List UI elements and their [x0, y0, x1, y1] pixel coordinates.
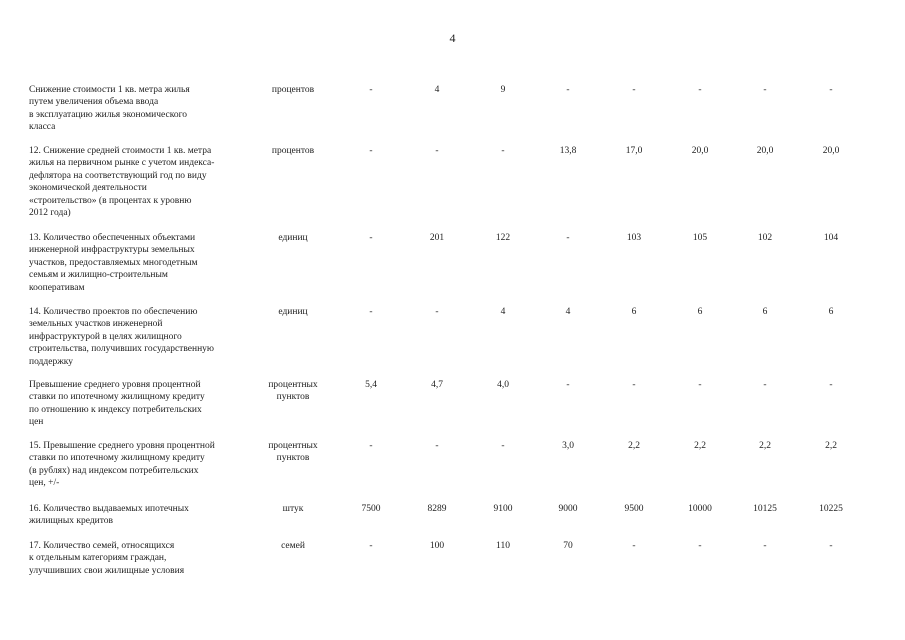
row-value: -: [501, 146, 505, 156]
row-value: 20,0: [822, 146, 840, 156]
row-value: -: [435, 441, 439, 451]
row-value: 9100: [493, 504, 513, 514]
row-description: 17. Количество семей, относящихся к отдельным категориям граждан, улучшивших свои жилищные условия: [29, 541, 185, 576]
row-value: -: [369, 307, 373, 317]
row-value: 105: [692, 233, 708, 243]
row-value: -: [566, 380, 570, 390]
row-value: 4: [500, 307, 506, 317]
row-value: 9500: [624, 504, 644, 514]
row-value: -: [698, 541, 702, 551]
row-value: 110: [496, 541, 510, 551]
row-value: 122: [495, 233, 511, 243]
row-value: 10000: [688, 504, 712, 514]
row-description: 14. Количество проектов по обеспечению земельных участков инженерной инфраструктурой в целях жилищного строительства, получивших государственную поддержку: [29, 307, 214, 367]
row-description: Снижение стоимости 1 кв. метра жилья путем увеличения объема ввода в эксплуатацию жилья экономического класса: [29, 85, 190, 133]
row-value: 7500: [361, 504, 381, 514]
row-value: -: [369, 441, 373, 451]
row-value: -: [829, 541, 833, 551]
row-unit: семей: [281, 541, 305, 551]
row-value: 6: [697, 307, 703, 317]
row-value: 2,2: [825, 441, 837, 451]
row-value: -: [369, 233, 373, 243]
row-unit: единиц: [278, 233, 308, 243]
row-value: 3,0: [562, 441, 574, 451]
row-value: -: [566, 233, 570, 243]
row-value: -: [369, 85, 373, 95]
row-value: -: [435, 146, 439, 156]
row-value: -: [632, 380, 636, 390]
row-value: 103: [626, 233, 642, 243]
row-unit: процентных пунктов: [268, 380, 318, 403]
row-description: 13. Количество обеспеченных объектами инженерной инфраструктуры земельных участков, предоставляемых многодетным семьям и жилищно-строительным кооперативам: [29, 233, 198, 293]
row-value: -: [698, 85, 702, 95]
row-value: 2,2: [628, 441, 640, 451]
row-value: 20,0: [691, 146, 709, 156]
row-value: 5,4: [365, 380, 377, 390]
row-value: -: [369, 541, 373, 551]
row-value: 9: [500, 85, 506, 95]
row-description: 16. Количество выдаваемых ипотечных жилищных кредитов: [29, 504, 189, 527]
row-unit: процентов: [271, 146, 315, 156]
row-value: 6: [762, 307, 768, 317]
row-value: -: [763, 85, 767, 95]
row-value: -: [369, 146, 373, 156]
row-value: 2,2: [759, 441, 771, 451]
row-value: 6: [631, 307, 637, 317]
row-value: 4: [565, 307, 571, 317]
row-value: 102: [757, 233, 773, 243]
row-value: 104: [823, 233, 839, 243]
row-value: -: [763, 380, 767, 390]
page-number: 4: [449, 31, 456, 45]
row-value: 4,7: [431, 380, 443, 390]
row-value: -: [632, 541, 636, 551]
row-value: 8289: [427, 504, 447, 514]
row-value: 2,2: [694, 441, 706, 451]
row-value: -: [632, 85, 636, 95]
row-value: -: [829, 380, 833, 390]
row-unit: процентных пунктов: [268, 441, 318, 464]
row-description: 12. Снижение средней стоимости 1 кв. метра жилья на первичном рынке с учетом индекса- дефлятора на соответствующий год по виду экономической деятельности «строительство» (в процентах к уровню 2012 года): [29, 146, 215, 219]
row-value: -: [566, 85, 570, 95]
row-value: 13,8: [559, 146, 577, 156]
row-value: -: [435, 307, 439, 317]
row-value: 70: [563, 541, 573, 551]
row-value: -: [763, 541, 767, 551]
row-value: 17,0: [625, 146, 643, 156]
row-value: -: [829, 85, 833, 95]
row-value: 9000: [558, 504, 578, 514]
row-value: 6: [828, 307, 834, 317]
row-unit: процентов: [271, 85, 315, 95]
row-value: -: [698, 380, 702, 390]
row-value: 20,0: [756, 146, 774, 156]
row-description: 15. Превышение среднего уровня процентной ставки по ипотечному жилищному кредиту (в рублях) над индексом потребительских цен, +/-: [29, 441, 215, 489]
row-unit: единиц: [278, 307, 308, 317]
row-value: 4,0: [497, 380, 509, 390]
row-value: 4: [434, 85, 440, 95]
row-value: 10125: [753, 504, 777, 514]
row-unit: штук: [282, 504, 304, 514]
row-description: Превышение среднего уровня процентной ставки по ипотечному жилищному кредиту по отношению к индексу потребительских цен: [29, 380, 205, 428]
row-value: 201: [429, 233, 445, 243]
row-value: 10225: [819, 504, 843, 514]
row-value: 100: [429, 541, 445, 551]
row-value: -: [501, 441, 505, 451]
